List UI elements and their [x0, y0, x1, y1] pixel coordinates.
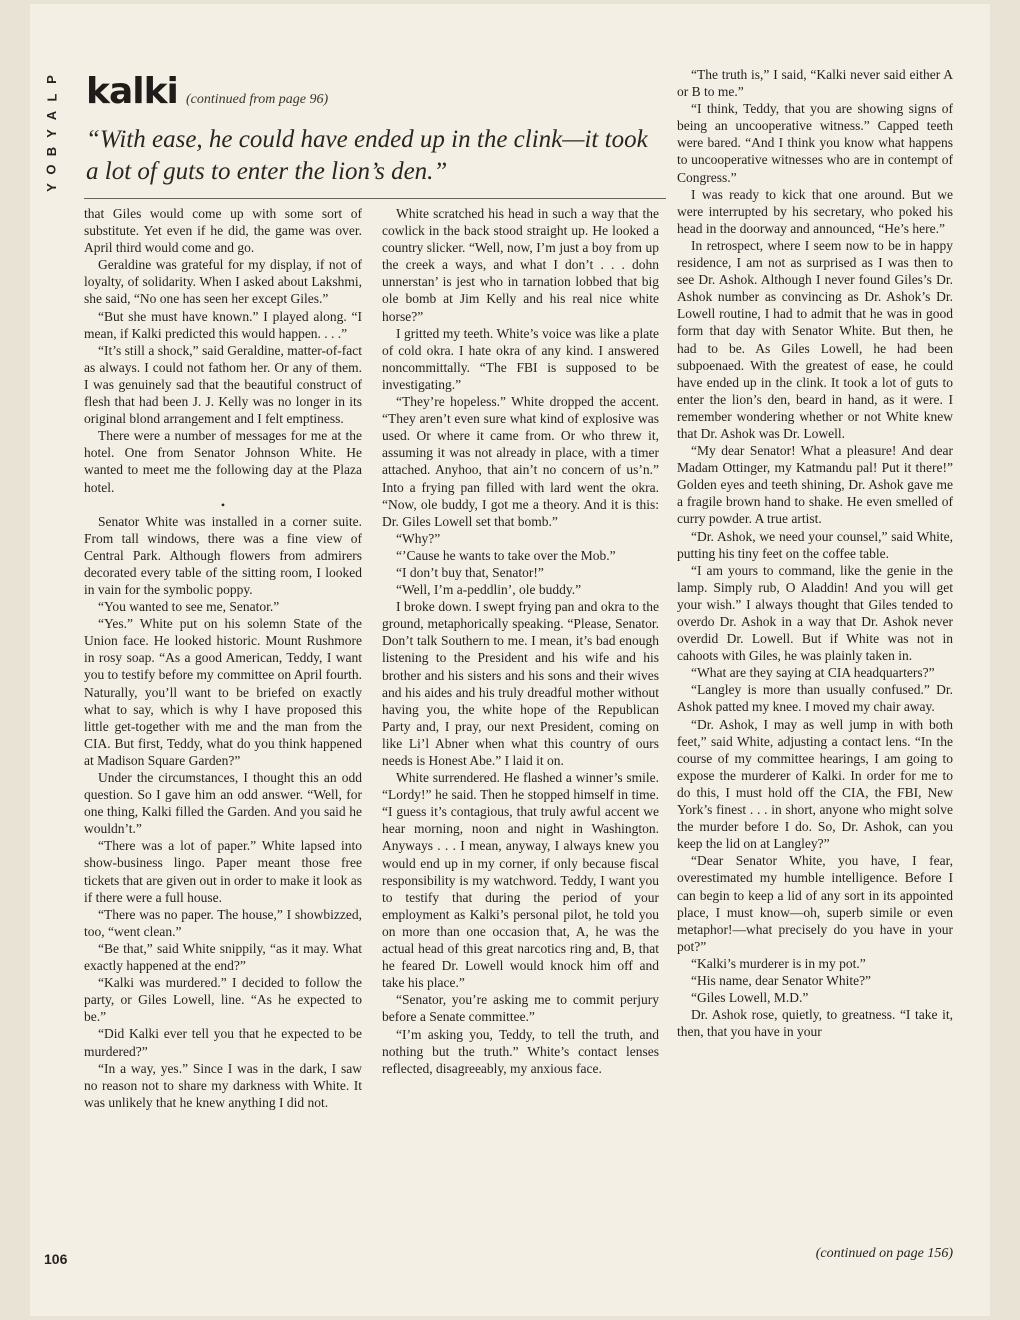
- article-logo: kalki: [86, 71, 178, 112]
- side-letter: L: [43, 92, 59, 102]
- text-column-1: [84, 205, 362, 1111]
- paragraph: In retrospect, where I seem now to be in happy residence, I am not as surprised as I was then to see Dr. Ashok. Although I never found Giles’s Dr. Ashok number as convincing as Dr. Ashok’s Dr. Lowell routine, I had to admit that he was in good form that day with Senator White. But then, he had to be. As Giles Lowell, he had been subpoenaed. With the greatest of ease, he could have ended up in the clink. It took a lot of guts to enter the lion’s den, beard in hand, as it were. I remember wondering whether or not White knew that Dr. Ashok was Dr. Lowell.: [677, 237, 953, 441]
- paragraph: “Be that,” said White snippily, “as it may. What exactly happened at the end?”: [84, 940, 362, 974]
- paragraph: “Well, I’m a-peddlin’, ole buddy.”: [396, 582, 582, 598]
- paragraph: “There was no paper. The house,” I showbizzed, too, “went clean.”: [84, 906, 362, 939]
- paragraph: that Giles would come up with some sort of substitute. Yet even if he did, the game was over. April third would come and go.: [84, 206, 362, 256]
- paragraph: “Yes.” White put on his solemn State of the Union face. He looked historic. Mount Rushmore in rosy soap. “As a good American, Teddy, I want you to testify before my committee on April fourth. Naturally, you’ll want to be briefed on exactly what to say, which is why I have proposed this little get-together with me and the man from the CIA. But first, Teddy, what do you think happened at Madison Square Garden?”: [84, 616, 362, 768]
- paragraph: “Dr. Ashok, we need your counsel,” said White, putting his tiny feet on the coffee table.: [677, 528, 953, 561]
- paragraph: “Dr. Ashok, I may as well jump in with both feet,” said White, adjusting a contact lens. “In the course of my committee hearings, I am going to expose the murderer of Kalki. In order for me to do this, I must hold off the CIA, the FBI, New York’s finest . . . in short, anyone who might solve the murder before I do. So, Dr. Ashok, can you keep the lid on at Langley?”: [677, 716, 953, 852]
- paragraph: Under the circumstances, I thought this an odd question. So I gave him an odd answer. “Well, for one thing, Kalki filled the Garden. And you said he wouldn’t.”: [84, 770, 362, 837]
- paragraph: “They’re hopeless.” White dropped the accent. “They aren’t even sure what kind of explosive was used. Or where it came from. Or who threw it, assuming it was not already in place, with a timer attached. Anyhoo, that ain’t no concern of us’n.” Into a frying pan filled with lard went the okra. “Now, ole buddy, I got me a theory. And it is this: Dr. Giles Lowell set that bomb.”: [382, 394, 659, 529]
- side-letter: O: [44, 163, 59, 175]
- paragraph: White scratched his head in such a way that the cowlick in the back stood straight up. He looked a country slicker. “Well, now, I’m just a boy from up the creek a ways, and what I don’t . . . dohn unnerstan’ is jest who in tarnation lobbed that big ole bomb at Jim Kelly and his real nice white horse?”: [382, 206, 659, 324]
- paragraph: Geraldine was grateful for my display, if not of loyalty, of solidarity. When I asked about Lakshmi, she said, “No one has seen her except Giles.”: [84, 257, 362, 307]
- continued-on-note: (continued on page 156): [815, 1246, 953, 1261]
- paragraph: “But she must have known.” I played along. “I mean, if Kalki predicted this would happen. . . .”: [84, 308, 362, 341]
- paragraph: I was ready to kick that one around. But we were interrupted by his secretary, who poked his head in the doorway and announced, “He’s here.”: [677, 186, 953, 236]
- text-column-2: [382, 205, 659, 1077]
- paragraph: “His name, dear Senator White?”: [691, 972, 872, 988]
- section-bullet: •: [220, 497, 226, 512]
- paragraph: Dr. Ashok rose, quietly, to greatness. “I take it, then, that you have in your: [677, 1007, 953, 1040]
- paragraph: “Why?”: [396, 530, 441, 546]
- paragraph: There were a number of messages for me at the hotel. One from Senator Johnson White. He wanted to meet me the following day at the Plaza hotel.: [84, 428, 362, 495]
- paragraph: “Did Kalki ever tell you that he expected to be murdered?”: [84, 1026, 362, 1059]
- header-divider: [84, 198, 666, 199]
- paragraph: “Kalki was murdered.” I decided to follow the party, or Giles Lowell, line. “As he expected to be.”: [84, 975, 362, 1025]
- paragraph: “Senator, you’re asking me to commit perjury before a Senate committee.”: [382, 992, 659, 1025]
- paragraph: I gritted my teeth. White’s voice was like a plate of cold okra. I hate okra of any kind. I answered noncommittally. “The FBI is supposed to be investigating.”: [382, 325, 659, 392]
- paragraph: “I am yours to command, like the genie in the lamp. Simply rub, O Aladdin! And you will get your wish.” I always thought that Giles tended to overdo Dr. Ashok in a way that Dr. Ashok never overdid Dr. Lowell. But if White was not in cahoots with Giles, he was plainly taken in.: [677, 562, 953, 664]
- paragraph: “What are they saying at CIA headquarters?”: [691, 665, 935, 681]
- text-column-3: [677, 66, 953, 1040]
- paragraph: White surrendered. He flashed a winner’s smile. “Lordy!” he said. Then he stopped himself in time. “I guess it’s contagious, that truly awful accent we hear morning, noon and night in Washington. Anyways . . . I mean, anyway, I always knew you would end up in my corner, if only because fiscal responsibility is my watchword. Teddy, I want you to testify that during the period of your employment as Kalki’s personal pilot, he told you on more than one occasion that, A, he was the actual head of this great narcotics ring and, B, that he feared Dr. Lowell would knock him off and take his place.”: [382, 770, 659, 991]
- paragraph: “You wanted to see me, Senator.”: [98, 599, 280, 615]
- paragraph: “I don’t buy that, Senator!”: [396, 564, 544, 580]
- paragraph: “I think, Teddy, that you are showing signs of being an uncooperative witness.” Capped teeth were bared. “And I think you know what happens to uncooperative witnesses who are in contempt of Congress.”: [677, 101, 953, 185]
- paragraph: I broke down. I swept frying pan and okra to the ground, metaphorically speaking. “Please, Senator. Don’t talk Southern to me. I mean, it’s bad enough listening to the President and his wife and his brother and his sisters and his sons and their wives and his aides and his truly dreadful mother without having you, the white hope of the Republican Party and, I pray, our next President, coming on like Li’l Abner when what this country of ours needs is Honest Abe.” I laid it on.: [382, 599, 659, 768]
- paragraph: “The truth is,” I said, “Kalki never said either A or B to me.”: [677, 67, 953, 100]
- paragraph: “Giles Lowell, M.D.”: [691, 990, 809, 1006]
- side-letter: B: [43, 145, 59, 157]
- magazine-side-label: [42, 70, 62, 220]
- paragraph: “My dear Senator! What a pleasure! And dear Madam Ottinger, my Katmandu pal! Put it there!” Golden eyes and teeth shining, Dr. Ashok gave me a fragile brown hand to shake. He even smelled of curry powder. A true artist.: [677, 443, 953, 527]
- paragraph: “Dear Senator White, you have, I fear, overestimated my humble intelligence. Before I can begin to keep a lid of any sort in its appointed place, I must know—oh, superb simile or even metaphor!—what precisely do you have in your pot?”: [677, 853, 953, 954]
- side-letter: P: [43, 74, 59, 84]
- paragraph: “There was a lot of paper.” White lapsed into show-business lingo. Paper meant those free tickets that are given out in order to make it look as if there were a full house.: [84, 838, 362, 905]
- continued-from-note: (continued from page 96): [186, 92, 329, 107]
- side-letter: Y: [43, 182, 59, 192]
- paragraph: “’Cause he wants to take over the Mob.”: [396, 547, 616, 563]
- pull-quote: “With ease, he could have ended up in the clink—it took a lot of guts to enter the lion’s den.”: [86, 126, 648, 185]
- paragraph: “I’m asking you, Teddy, to tell the truth, and nothing but the truth.” White’s contact lenses reflected, disagreeably, my anxious face.: [382, 1026, 659, 1076]
- paragraph: “It’s still a shock,” said Geraldine, matter-of-fact as always. I could not fathom her. Or any of them. I was genuinely sad that the beautiful construct of flesh that had been J. J. Kelly was no longer in its original blond arrangement and I felt emptiness.: [84, 342, 362, 427]
- side-letter: A: [43, 109, 59, 121]
- page-number: 106: [44, 1251, 68, 1267]
- paragraph: Senator White was installed in a corner suite. From tall windows, there was a fine view of Central Park. Although flowers from admirers decorated every table of the sitting room, I looked in vain for the symbolic poppy.: [84, 513, 362, 597]
- side-letter: Y: [43, 128, 59, 138]
- paragraph: “Langley is more than usually confused.” Dr. Ashok patted my knee. I moved my chair away.: [677, 682, 953, 715]
- paragraph: “In a way, yes.” Since I was in the dark, I saw no reason not to share my darkness with White. It was unlikely that he knew anything I did not.: [84, 1060, 362, 1110]
- paragraph: “Kalki’s murderer is in my pot.”: [691, 955, 866, 971]
